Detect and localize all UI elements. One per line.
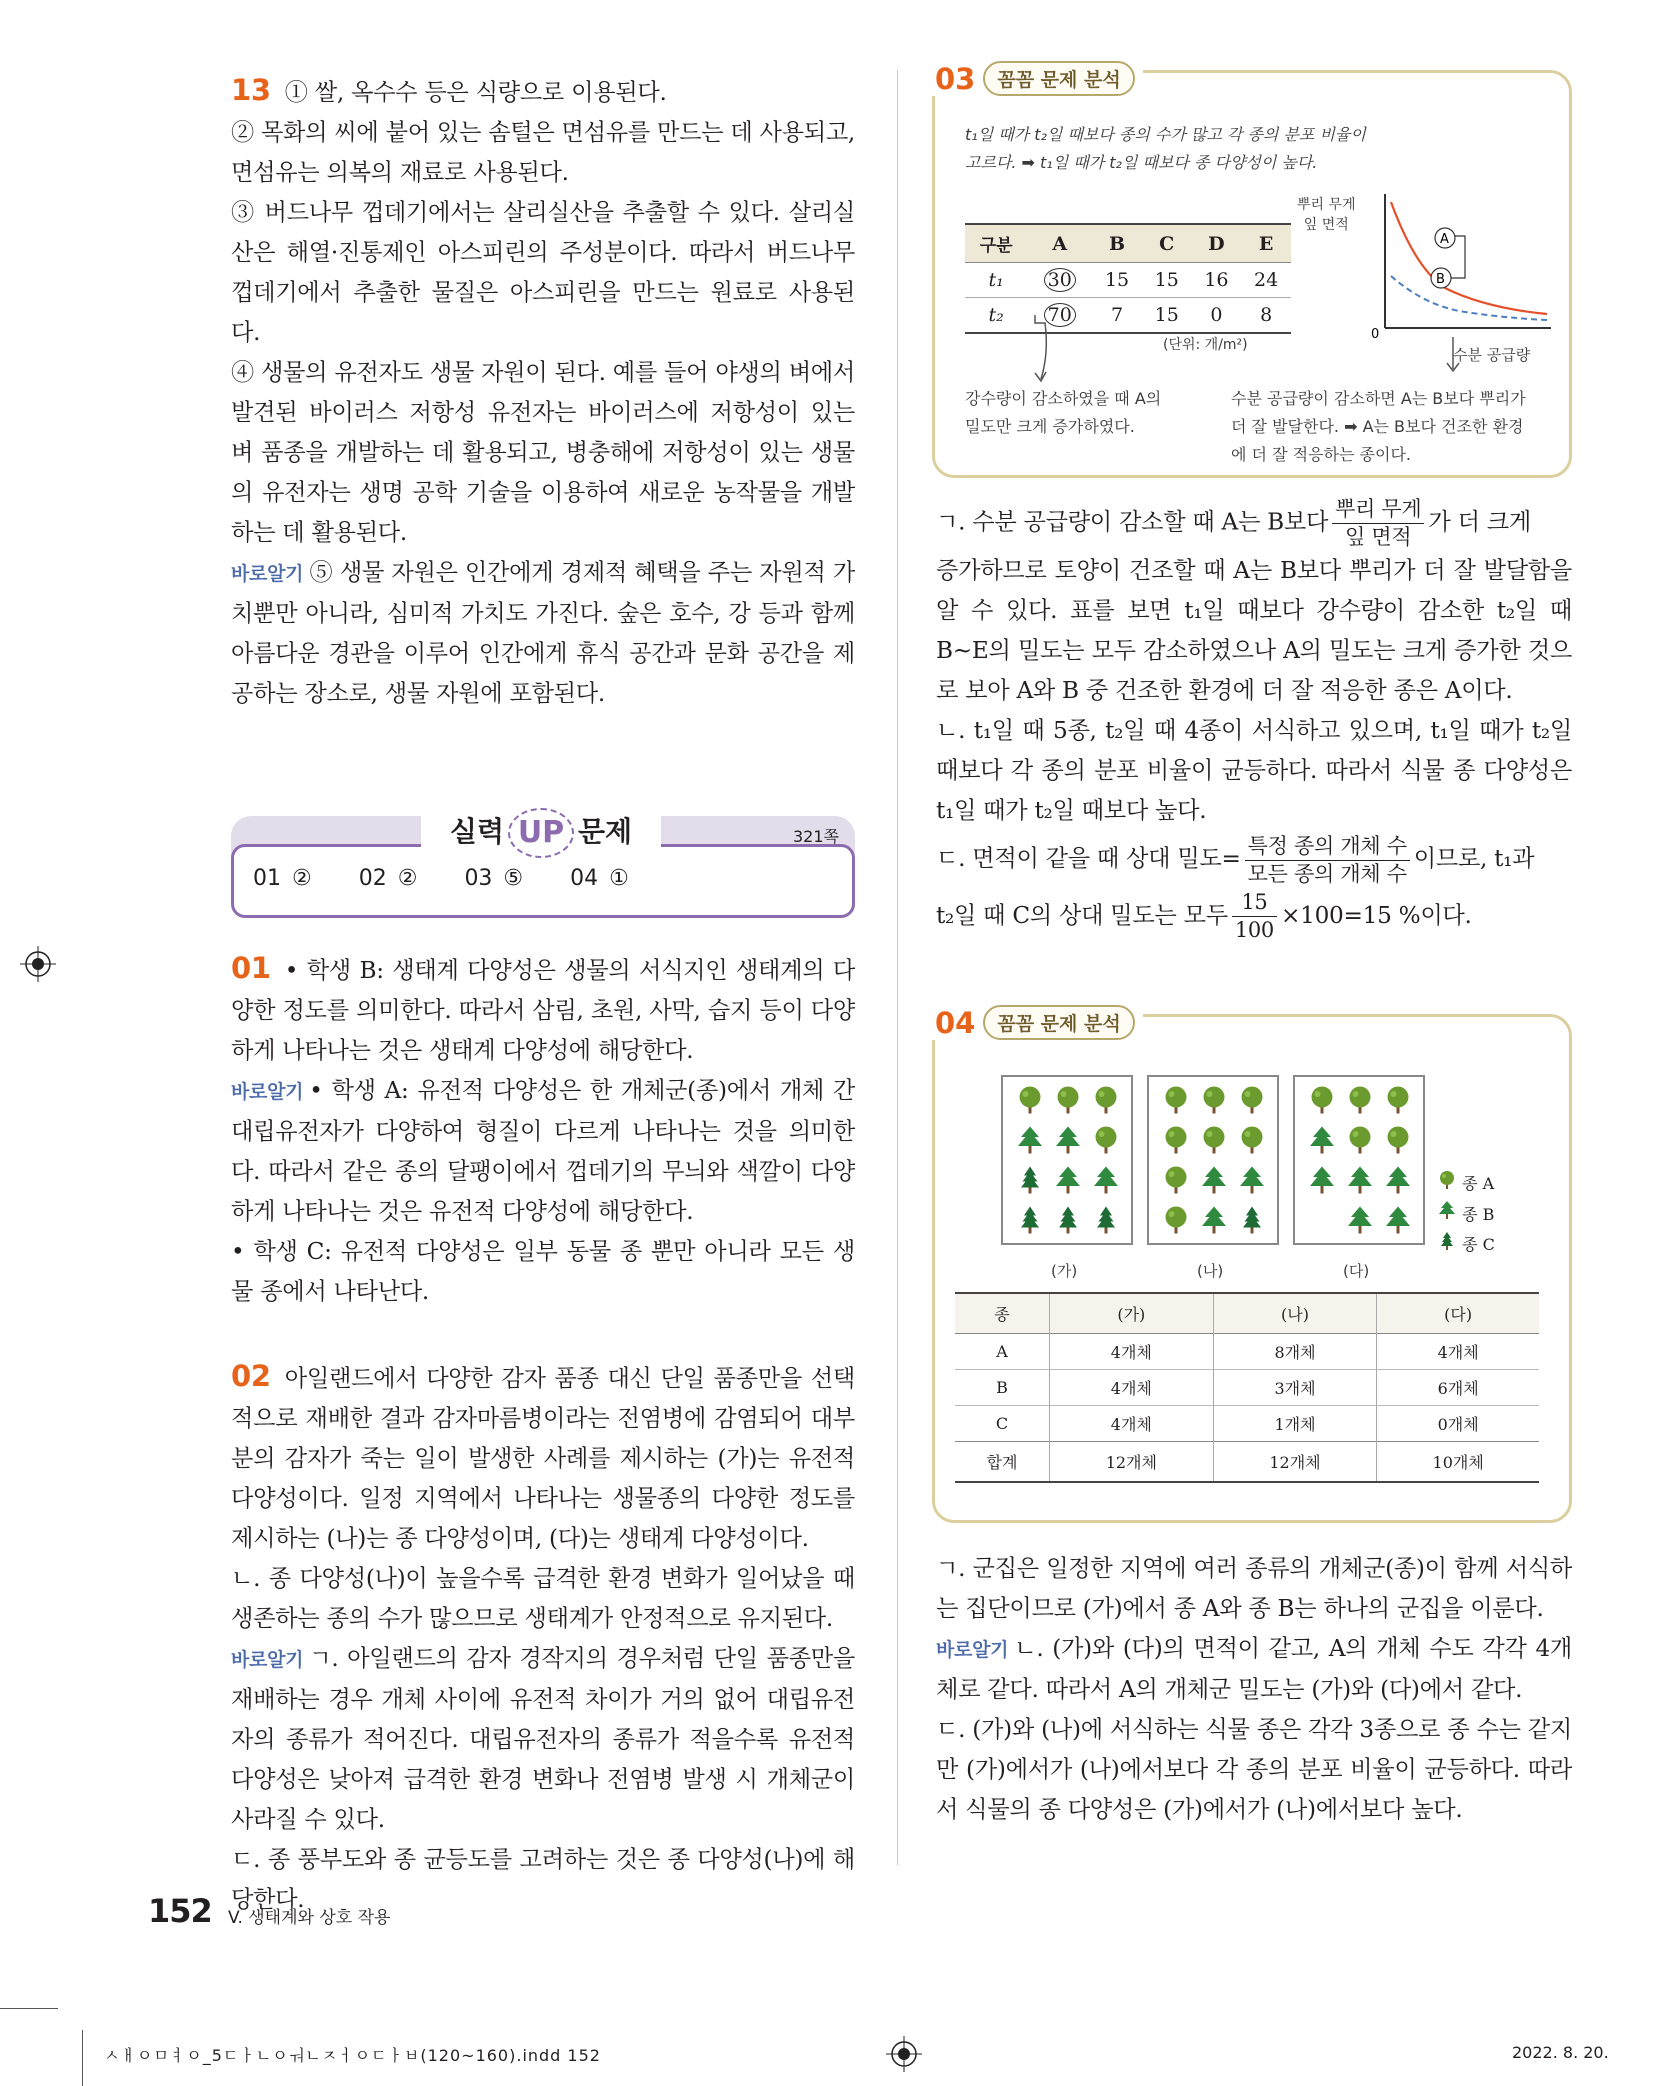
file-slug: ㅅㅐㅇㅁㅕㅇ_5ㄷㅏㄴㅇㅝㄴㅈㅓㅇㄷㅏㅂ(120~160).indd 152: [104, 2046, 601, 2065]
species-b-icon: [1237, 1165, 1267, 1199]
species-c-icon: [1437, 1231, 1457, 1261]
question-number: 04: [935, 1005, 976, 1040]
answer-01-para-1: 01 • 학생 B: 생태계 다양성은 생물의 서식지인 생태계의 다양한 정도를 의미한다. 따라서 삼림, 초원, 사막, 습지 등이 다양하게 나타나는 것은 생태계 다양성에 해당한다.: [231, 951, 855, 1064]
species-a-icon: [1161, 1125, 1191, 1159]
table-header-row: 구분 A B C D E: [965, 224, 1291, 263]
answer-03-para-1: ㄱ. 수분 공급량이 감소할 때 A는 B보다 $\frac{\text{뿌리 무게}}{\text{잎 면적}}$ 가 더 크게: [936, 497, 1531, 549]
q03-analysis-box: [932, 61, 1572, 478]
species-a-icon: [1383, 1125, 1413, 1159]
table-row: t₂ 70 7 15 0 8: [965, 298, 1291, 334]
table-row: A 4개체 8개체 4개체: [955, 1334, 1539, 1370]
plot-panel: [1147, 1075, 1279, 1245]
species-legend: 종 A 종 B 종 C: [1437, 1169, 1495, 1261]
curve-a-label: A: [1440, 232, 1449, 247]
answer-03-para-3: ㄷ. 면적이 같을 때 상대 밀도= $\frac{\text{특정 종의 개체 수}}{\text{모든 종의 개체 수}}$ 이므로, t₁과: [936, 833, 1535, 886]
up-badge: UP: [508, 808, 574, 858]
right-column: [935, 61, 1572, 1830]
table-header-row: 종 (가) (나) (다): [955, 1293, 1539, 1334]
species-b-icon: [1091, 1165, 1121, 1199]
answer-04-para-2: ㄷ. (가)와 (나)에 서식하는 식물 종은 각각 3종으로 종 수는 같지만 (가)에서가 (나)에서보다 각 종의 분포 비율이 균등하다. 따라서 식물의 종 다양성은 (가)에서가 (나)에서보다 높다.: [936, 1716, 1572, 1823]
column-divider: [897, 70, 898, 1865]
baro-label: 바로알기: [231, 563, 304, 585]
fraction-15-100: $\frac{15}{100}$: [1232, 889, 1277, 944]
plot-panel: [1001, 1075, 1133, 1245]
species-b-icon: [1015, 1125, 1045, 1159]
crop-mark: [82, 2030, 83, 2086]
species-a-icon: [1237, 1125, 1267, 1159]
species-a-icon: [1237, 1085, 1267, 1119]
up-title: 실력 UP 문제: [421, 804, 661, 860]
species-b-icon: [1437, 1200, 1457, 1230]
circled-value: 70: [1044, 303, 1076, 327]
answer-02-para-2: ㄴ. 종 다양성(나)이 높을수록 급격한 환경 변화가 일어났을 때 생존하는 종의 수가 많으므로 생태계가 안정적으로 유지된다.: [231, 1565, 855, 1632]
answer-04: [936, 1549, 1572, 1830]
species-b-icon: [1199, 1165, 1229, 1199]
plot-panels: [1001, 1075, 1421, 1255]
species-b-icon: [1053, 1165, 1083, 1199]
answer-03-para-2: ㄴ. t₁일 때 5종, t₂일 때 4종이 서식하고 있으며, t₁일 때가 t₂일 때보다 각 종의 분포 비율이 균등하다. 따라서 식물 종 다양성은 t₁일 때가 t₂일 때보다 높다.: [936, 717, 1572, 824]
answer-01-correction: 바로알기 • 학생 A: 유전적 다양성은 한 개체군(종)에서 개체 간 대립유전자가 다양하여 형질이 다르게 나타나는 것을 의미한다. 따라서 같은 종의 달팽이에서 껍데기의 무늬와 색깔이 다양하게 나타나는 것은 유전적 다양성에 해당한다.: [231, 1077, 855, 1225]
species-a-icon: [1345, 1085, 1375, 1119]
answer-13-para-1: 13 ① 쌀, 옥수수 등은 식량으로 이용된다.: [231, 73, 667, 107]
answer-03-para-1-cont: 증가하므로 토양이 건조할 때 A는 B보다 뿌리가 더 잘 발달함을 알 수 있다. 표를 보면 t₁일 때보다 강수량이 감소한 t₂일 때 B~E의 밀도는 모두 감소하였으나 A의 밀도는 크게 증가한 것으로 보아 A와 B 중 건조한 환경에 더 잘 적응한 종은 A이다.: [936, 557, 1572, 704]
species-c-icon: [1237, 1205, 1267, 1239]
species-a-icon: [1383, 1085, 1413, 1119]
species-a-icon: [1161, 1205, 1191, 1239]
print-date: 2022. 8. 20.: [1512, 2043, 1609, 2062]
table-row: B 4개체 3개체 6개체: [955, 1370, 1539, 1406]
species-a-icon: [1015, 1085, 1045, 1119]
crop-mark: [0, 2008, 58, 2009]
table-unit: (단위: 개/m²): [1163, 337, 1248, 353]
table-row: C 4개체 1개체 0개체: [955, 1406, 1539, 1442]
answer-13-para-4: ④ 생물의 유전자도 생물 자원이 된다. 예를 들어 야생의 벼에서 발견된 바이러스 저항성 유전자는 바이러스에 저항성이 있는 벼 품종을 개발하는 데 활용되고, 병충해에 저항성이 있는 생물의 유전자는 생명 공학 기술을 이용하여 새로운 농작물을 개발하는 데 활용된다.: [231, 359, 855, 546]
plot-panel: [1293, 1075, 1425, 1245]
root-weight-graph: [1355, 188, 1555, 338]
species-a-icon: [1053, 1085, 1083, 1119]
graph-y-label: 뿌리 무게 잎 면적: [1297, 197, 1356, 233]
species-b-icon: [1383, 1205, 1413, 1239]
analysis-tag: 꼼꼼 문제 분석: [983, 1005, 1134, 1040]
circled-value: 30: [1044, 268, 1076, 292]
question-number: 13: [231, 73, 271, 107]
species-b-icon: [1345, 1205, 1375, 1239]
species-b-icon: [1199, 1205, 1229, 1239]
species-b-icon: [1307, 1125, 1337, 1159]
answer-13-para-3: ③ 버드나무 껍데기에서는 살리실산을 추출할 수 있다. 살리실산은 해열·진통제인 아스피린의 주성분이다. 따라서 버드나무 껍데기에서 추출한 물질은 아스피린을 만드는 원료로 사용된다.: [231, 199, 855, 346]
species-a-icon: [1161, 1085, 1191, 1119]
section-title: V. 생태계와 상호 작용: [228, 1908, 391, 1928]
answer-03: [936, 496, 1572, 944]
species-b-icon: [1383, 1165, 1413, 1199]
table-row: 합계 12개체 12개체 10개체: [955, 1442, 1539, 1483]
baro-label: 바로알기: [231, 1649, 304, 1671]
curve-b-label: B: [1436, 272, 1445, 287]
answer-13: [231, 70, 855, 714]
graph-origin: 0: [1371, 327, 1380, 338]
question-number: 02: [231, 1359, 271, 1393]
baro-label: 바로알기: [936, 1639, 1009, 1661]
species-c-icon: [1015, 1205, 1045, 1239]
species-c-icon: [1091, 1205, 1121, 1239]
answer-04-correction: 바로알기 ㄴ. (가)와 (다)의 면적이 같고, A의 개체 수도 각각 4개체로 같다. 따라서 A의 개체군 밀도는 (가)와 (다)에서 같다.: [936, 1635, 1572, 1703]
analysis-tag: 꼼꼼 문제 분석: [983, 61, 1134, 96]
species-a-icon: [1345, 1125, 1375, 1159]
q04-analysis-box: [932, 1005, 1572, 1523]
species-a-icon: [1199, 1125, 1229, 1159]
question-number: 01: [231, 951, 271, 985]
answer-02-para-3: ㄷ. 종 풍부도와 종 균등도를 고려하는 것은 종 다양성(나)에 해당한다.: [231, 1846, 855, 1913]
species-a-icon: [1307, 1085, 1337, 1119]
species-b-icon: [1307, 1165, 1337, 1199]
q03-note-top: t₁일 때가 t₂일 때보다 종의 수가 많고 각 종의 분포 비율이 고르다. ➡ t₁일 때가 t₂일 때보다 종 다양성이 높다.: [965, 125, 1366, 172]
up-answer: 04 ①: [570, 866, 629, 891]
answer-04-para-1: ㄱ. 군집은 일정한 지역에 여러 종류의 개체군(종)이 함께 서식하는 집단이므로 (가)에서 종 A와 종 B는 하나의 군집을 이룬다.: [936, 1555, 1572, 1622]
up-answer: 01 ②: [253, 866, 312, 891]
fraction-relative-density: $\frac{\text{특정 종의 개체 수}}{\text{모든 종의 개체 수}}$: [1245, 833, 1410, 888]
pointer-arrow: [1433, 335, 1473, 375]
up-answer-list: [253, 866, 665, 891]
table-row: t₁ 30 15 15 16 24: [965, 263, 1291, 298]
answer-01: [231, 948, 855, 1312]
registration-mark-icon: [20, 946, 56, 982]
species-a-icon: [1091, 1125, 1121, 1159]
answer-02-para-1: 02 아일랜드에서 다양한 감자 품종 대신 단일 품종만을 선택적으로 재배한 결과 감자마름병이라는 전염병에 감염되어 대부분의 감자가 죽는 일이 발생한 사례를 제시하는 (가)는 유전적 다양성이다. 일정 지역에서 나타나는 생물종의 다양한 정도를 제시하는 (나)는 종 다양성이며, (다)는 생태계 다양성이다.: [231, 1359, 855, 1552]
answer-13-correction: 바로알기 ⑤ 생물 자원은 인간에게 경제적 혜택을 주는 자원적 가치뿐만 아니라, 심미적 가치도 가진다. 숲은 호수, 강 등과 함께 아름다운 경관을 이루어 인간에게 휴식 공간과 문화 공간을 제공하는 장소로, 생물 자원에 포함된다.: [231, 559, 855, 707]
species-a-icon: [1437, 1170, 1457, 1200]
species-a-icon: [1091, 1085, 1121, 1119]
q03-note-bottom-left: 강수량이 감소하였을 때 A의 밀도만 크게 증가하였다.: [965, 389, 1162, 436]
q04-count-table: [955, 1292, 1539, 1483]
up-answer: 03 ⑤: [464, 866, 524, 891]
answer-03-para-3-cont: t₂일 때 C의 상대 밀도는 모두 $\frac{15}{100}$ ×100=15 %이다.: [936, 890, 1472, 942]
q03-note-bottom-right: 수분 공급량이 감소하면 A는 B보다 뿌리가 더 잘 발달한다. ➡ A는 B보다 건조한 환경 에 더 잘 적응하는 종이다.: [1231, 389, 1526, 464]
answer-01-para-2: • 학생 C: 유전적 다양성은 일부 동물 종 뿐만 아니라 모든 생물 종에서 나타난다.: [231, 1238, 855, 1305]
page-number: 152: [148, 1892, 212, 1930]
graph-x-label: 수분 공급량: [1453, 346, 1531, 364]
up-answer: 02 ②: [358, 866, 418, 891]
baro-label: 바로알기: [231, 1081, 304, 1103]
pointer-arrow: [995, 313, 1055, 383]
species-a-icon: [1161, 1165, 1191, 1199]
fraction-root-leaf: $\frac{\text{뿌리 무게}}{\text{잎 면적}}$: [1332, 496, 1424, 551]
species-a-icon: [1199, 1085, 1229, 1119]
up-problem-banner: [231, 804, 855, 924]
species-c-icon: [1015, 1165, 1045, 1199]
species-b-icon: [1053, 1125, 1083, 1159]
panel-label: (나): [1197, 1262, 1224, 1280]
answer-13-para-2: ② 목화의 씨에 붙어 있는 솜털은 면섬유를 만드는 데 사용되고, 면섬유는 의복의 재료로 사용된다.: [231, 119, 855, 186]
panel-label: (다): [1343, 1262, 1370, 1280]
registration-mark-icon: [886, 2036, 922, 2072]
panel-label: (가): [1051, 1262, 1078, 1280]
species-c-icon: [1053, 1205, 1083, 1239]
answer-02-correction: 바로알기 ㄱ. 아일랜드의 감자 경작지의 경우처럼 단일 품종만을 재배하는 경우 개체 사이에 유전적 차이가 거의 없어 대립유전자의 종류가 적어진다. 대립유전자의 종류가 적을수록 유전적 다양성은 낮아져 급격한 환경 변화나 전염병 발생 시 개체군이 사라질 수 있다.: [231, 1645, 855, 1833]
species-b-icon: [1345, 1165, 1375, 1199]
left-column: [231, 70, 855, 1920]
question-number: 03: [935, 61, 976, 96]
curve-a: [1391, 202, 1547, 314]
up-page-ref: 321쪽: [793, 827, 839, 846]
answer-02: [231, 1356, 855, 1920]
